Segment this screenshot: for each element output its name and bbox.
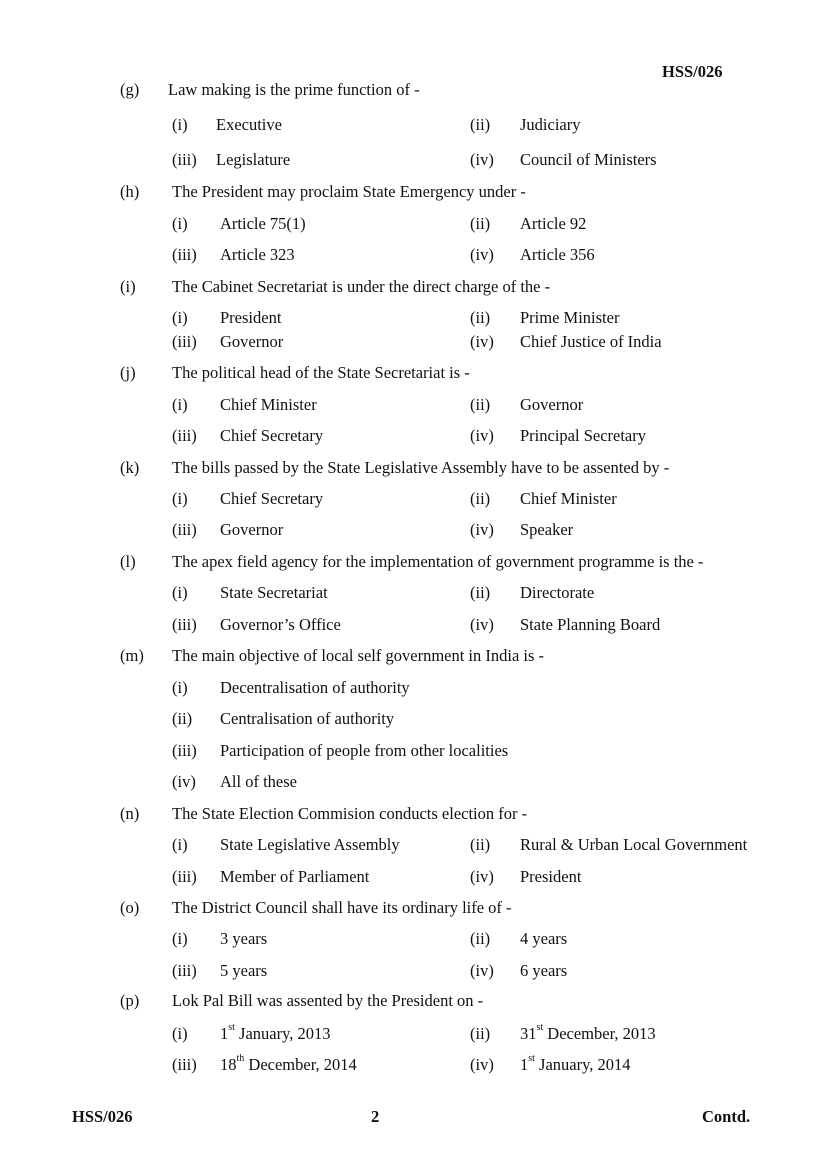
option-number: (ii)	[470, 489, 491, 508]
question-label: (g)	[120, 80, 140, 99]
option-text-main: Governor’s Office	[220, 615, 341, 634]
option-text-main: 1	[220, 1024, 229, 1043]
question-text: Lok Pal Bill was assented by the President on -	[172, 991, 484, 1010]
option-number: (i)	[172, 395, 188, 414]
option-text-main: 1	[520, 1055, 529, 1074]
option-text	[520, 615, 660, 635]
option-text-main: President	[220, 308, 282, 327]
option-text-main: Rural & Urban Local Government	[520, 835, 748, 854]
question-text: The President may proclaim State Emergency under -	[172, 182, 526, 201]
ordinal-suffix: th	[236, 1053, 245, 1064]
question-text: Law making is the prime function of -	[168, 80, 420, 99]
question-label: (p)	[120, 991, 140, 1010]
option-text-main: State Planning Board	[520, 615, 661, 634]
option-text-main: State Legislative Assembly	[220, 835, 400, 854]
option-text	[520, 245, 595, 265]
option-text	[520, 395, 583, 415]
option-text-rest: December, 2013	[543, 1024, 656, 1043]
footer-code: HSS/026	[72, 1107, 133, 1126]
question-label: (o)	[120, 898, 140, 917]
option-text	[216, 150, 290, 170]
page-number: 2	[371, 1107, 380, 1126]
option-number: (iii)	[172, 615, 197, 634]
option-text	[520, 520, 573, 540]
option-text	[520, 583, 594, 603]
option-number: (i)	[172, 115, 188, 134]
option-text-main: Chief Secretary	[220, 426, 324, 445]
option-number: (ii)	[470, 308, 491, 327]
option-text-main: Principal Secretary	[520, 426, 646, 445]
option-number: (i)	[172, 1024, 188, 1043]
option-text-main: Governor	[220, 520, 284, 539]
option-text-main: Prime Minister	[520, 308, 620, 327]
option-text	[220, 332, 283, 352]
question-label: (i)	[120, 277, 136, 296]
option-text-main: Participation of people from other localities	[220, 741, 509, 760]
option-number: (iii)	[172, 150, 197, 169]
option-text	[220, 489, 323, 509]
option-text-main: Legislature	[216, 150, 291, 169]
option-text-main: Governor	[220, 332, 284, 351]
option-number: (iii)	[172, 1055, 197, 1074]
ordinal-suffix: st	[536, 1022, 544, 1033]
option-number: (iv)	[470, 520, 494, 539]
option-number: (iii)	[172, 332, 197, 351]
option-text	[220, 961, 267, 981]
question-text: The Cabinet Secretariat is under the direct charge of the -	[172, 277, 551, 296]
question-label: (m)	[120, 646, 144, 665]
option-text	[220, 395, 317, 415]
option-text-main: Chief Justice of India	[520, 332, 662, 351]
option-text	[520, 150, 657, 170]
option-number: (iii)	[172, 520, 197, 539]
ordinal-suffix: st	[528, 1053, 535, 1064]
option-text-main: State Secretariat	[220, 583, 328, 602]
option-text-main: Article 356	[520, 245, 595, 264]
option-text	[520, 1055, 631, 1075]
option-text	[520, 1024, 656, 1044]
option-text-main: 18	[220, 1055, 237, 1074]
option-text-main: Governor	[520, 395, 584, 414]
option-number: (ii)	[470, 583, 491, 602]
option-text	[520, 115, 580, 135]
option-text	[220, 615, 341, 635]
option-number: (i)	[172, 929, 188, 948]
option-text-main: Article 75(1)	[220, 214, 306, 233]
option-text-rest: January, 2013	[234, 1024, 331, 1043]
option-text-main: Directorate	[520, 583, 595, 602]
question-label: (l)	[120, 552, 136, 571]
option-text	[220, 835, 400, 855]
option-number: (ii)	[470, 835, 491, 854]
option-number: (iv)	[470, 150, 494, 169]
option-text	[220, 741, 508, 761]
option-text	[520, 214, 586, 234]
option-number: (iv)	[470, 426, 494, 445]
option-number: (i)	[172, 583, 188, 602]
option-text	[220, 1055, 357, 1075]
header-code: HSS/026	[662, 62, 723, 81]
option-number: (ii)	[470, 214, 491, 233]
option-number: (iv)	[470, 867, 494, 886]
option-text-main: 31	[520, 1024, 537, 1043]
option-number: (i)	[172, 835, 188, 854]
option-number: (i)	[172, 489, 188, 508]
option-number: (iii)	[172, 245, 197, 264]
option-text-main: President	[520, 867, 582, 886]
option-text	[216, 115, 282, 135]
option-number: (ii)	[470, 1024, 491, 1043]
question-text: The political head of the State Secretariat is -	[172, 363, 470, 382]
option-text	[520, 835, 747, 855]
question-text: The State Election Commision conducts election for -	[172, 804, 528, 823]
option-text-main: 3 years	[220, 929, 268, 948]
option-text-rest: December, 2014	[244, 1055, 357, 1074]
option-text-main: Centralisation of authority	[220, 709, 395, 728]
option-text-main: Article 92	[520, 214, 587, 233]
option-number: (iv)	[470, 245, 494, 264]
option-text	[220, 520, 283, 540]
option-text	[220, 214, 306, 234]
option-number: (iv)	[172, 772, 196, 791]
option-text	[520, 929, 567, 949]
question-text: The bills passed by the State Legislative Assembly have to be assented by -	[172, 458, 670, 477]
option-number: (iv)	[470, 961, 494, 980]
question-label: (h)	[120, 182, 140, 201]
option-number: (ii)	[470, 395, 491, 414]
option-text-main: Council of Ministers	[520, 150, 657, 169]
option-text	[220, 678, 410, 698]
option-number: (i)	[172, 214, 188, 233]
option-number: (i)	[172, 678, 188, 697]
option-text	[220, 709, 394, 729]
option-text-main: Decentralisation of authority	[220, 678, 410, 697]
option-text	[220, 772, 297, 792]
question-text: The main objective of local self government in India is -	[172, 646, 545, 665]
option-number: (iii)	[172, 426, 197, 445]
option-text	[520, 332, 662, 352]
option-text-main: Chief Secretary	[220, 489, 324, 508]
option-text	[520, 867, 581, 887]
question-text: The District Council shall have its ordinary life of -	[172, 898, 512, 917]
option-number: (iv)	[470, 1055, 494, 1074]
option-number: (ii)	[470, 115, 491, 134]
option-text-main: 5 years	[220, 961, 268, 980]
option-text	[520, 961, 567, 981]
option-text-rest: January, 2014	[534, 1055, 631, 1074]
option-text	[220, 867, 369, 887]
option-text-main: Member of Parliament	[220, 867, 370, 886]
option-text	[220, 245, 295, 265]
option-text-main: Executive	[216, 115, 282, 134]
option-text	[520, 489, 617, 509]
option-number: (iii)	[172, 867, 197, 886]
option-text	[220, 308, 281, 328]
option-text	[520, 426, 646, 446]
option-number: (iv)	[470, 332, 494, 351]
option-text-main: Article 323	[220, 245, 295, 264]
option-text-main: All of these	[220, 772, 297, 791]
question-label: (j)	[120, 363, 136, 382]
question-text: The apex field agency for the implementation of government programme is the -	[172, 552, 704, 571]
option-text-main: Judiciary	[520, 115, 581, 134]
option-number: (iii)	[172, 961, 197, 980]
continued-label: Contd.	[702, 1107, 751, 1126]
option-text	[220, 929, 267, 949]
option-text	[220, 1024, 331, 1044]
question-label: (n)	[120, 804, 140, 823]
option-text	[520, 308, 619, 328]
ordinal-suffix: st	[228, 1022, 235, 1033]
question-label: (k)	[120, 458, 140, 477]
option-number: (iv)	[470, 615, 494, 634]
option-text-main: 6 years	[520, 961, 568, 980]
option-text-main: Chief Minister	[520, 489, 617, 508]
option-text-main: 4 years	[520, 929, 568, 948]
option-number: (ii)	[470, 929, 491, 948]
option-number: (ii)	[172, 709, 193, 728]
option-number: (i)	[172, 308, 188, 327]
option-text-main: Chief Minister	[220, 395, 317, 414]
option-text	[220, 583, 328, 603]
option-number: (iii)	[172, 741, 197, 760]
option-text	[220, 426, 323, 446]
option-text-main: Speaker	[520, 520, 574, 539]
